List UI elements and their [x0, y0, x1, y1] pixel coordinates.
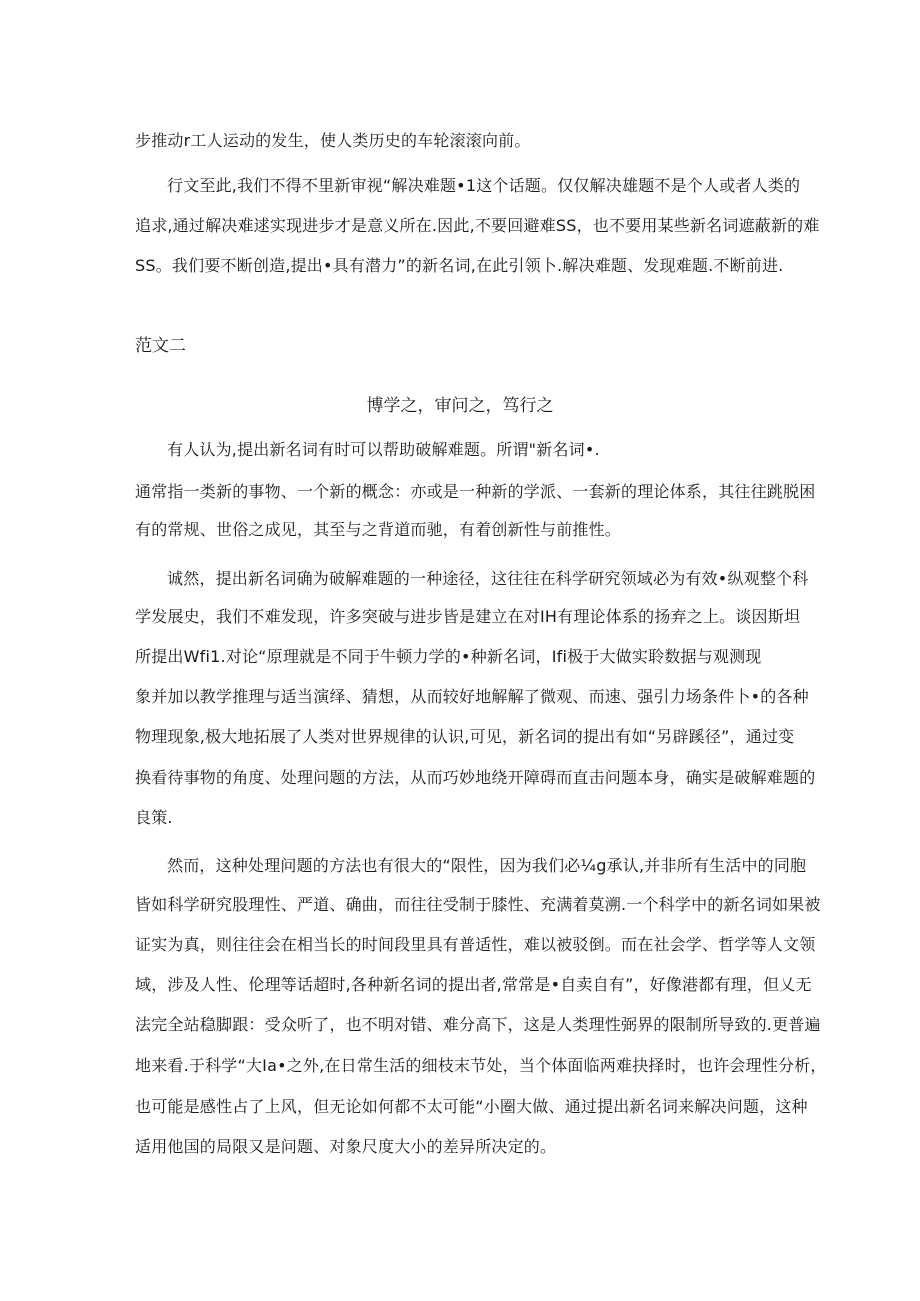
text-line: 皆如科学研究股理性、严道、确曲，而往往受制于膝性、充满着莫溯.一个科学中的新名词如果被: [135, 895, 821, 914]
text-line: 有人认为,提出新名词有时可以帮助破解难题。所谓"新名词•.: [167, 440, 600, 459]
text-line: 通常指一类新的事物、一个新的概念：亦或是一种新的学派、一套新的理论体系，其往往跳脱困: [135, 482, 816, 501]
text-line: 也可能是感性占了上风，但无论如何都不太可能“小圈大做、通过提出新名词来解决问题，这种: [135, 1097, 808, 1116]
essay-title: 博学之，审问之，笃行之: [366, 396, 554, 416]
text-line: 步推动r工人运动的发生，使人类历史的车轮滚滚向前。: [135, 131, 531, 150]
text-line: 有的常规、世俗之成见，其至与之背道而驰，有着创新性与前推性。: [135, 520, 622, 539]
text-line: 行文至此,我们不得不里新审视“解决难题•1这个话题。仅仅解决雄题不是个人或者人类的: [167, 176, 801, 195]
text-line: 追求,通过解决难逑实现进步才是意义所在.因此,不要回避难SS，也不要用某些新名词遮蔽新的难: [135, 216, 820, 235]
text-line: SS。我们要不断创造,提出•具有潜力”的新名词,在此引领卜.解决难题、发现难题.不断前进.: [135, 256, 784, 275]
text-line: 学发展史，我们不难发现，许多突破与进步皆是建立在对IH有理论体系的扬弃之上。谈因斯坦: [135, 607, 801, 626]
text-line: 法完全站稳脚跟：受众听了，也不明对错、难分高下，这是人类理性弼界的限制所导致的.更普遍: [135, 1015, 821, 1034]
text-line: 象并加以教学推理与适当演绎、猜想，从而较好地解解了微观、而速、强引力场条件卜•的各种: [135, 687, 809, 706]
text-line: 地来看.于科学“大Ia•之外,在日常生活的细枝末节处，当个体面临两难抉择时，也许会理性分析，: [135, 1056, 827, 1075]
text-line: 适用他国的局限又是问题、对象尺度大小的差异所决定的。: [135, 1137, 557, 1156]
text-line: 证实为真，则往往会在相当长的时间段里具有普适性，难以被驳倒。而在社会学、哲学等人文领: [135, 935, 816, 954]
text-line: 诚然，提出新名词确为破解难题的一种途径，这往往在科学研究领域必为有效•纵观整个科: [167, 569, 809, 588]
text-line: 良策.: [135, 808, 173, 827]
text-line: 然而，这种处理问题的方法也有很大的“限性，因为我们必¼g承认,并非所有生活中的同胞: [167, 856, 807, 875]
text-line: 所提出Wfi1.对论“原理就是不同于牛顿力学的•种新名词，Ifi极于大做实聆数据与观测现: [135, 647, 762, 666]
section-title: 范文二: [135, 336, 186, 356]
text-line: 物理现象,极大地拓展了人类对世界规律的认识,可见，新名词的提出有如“另辟蹊径”，通过变: [135, 727, 795, 746]
text-line: 换看待事物的角度、处理问题的方法，从而巧妙地绕开障碍而直击问题本身，确实是破解难题的: [135, 768, 816, 787]
text-line: 域，涉及人性、伦理等话超时,各种新名词的提出者,常常是•自卖自有”，好像港都有理，但乂无: [135, 975, 812, 994]
